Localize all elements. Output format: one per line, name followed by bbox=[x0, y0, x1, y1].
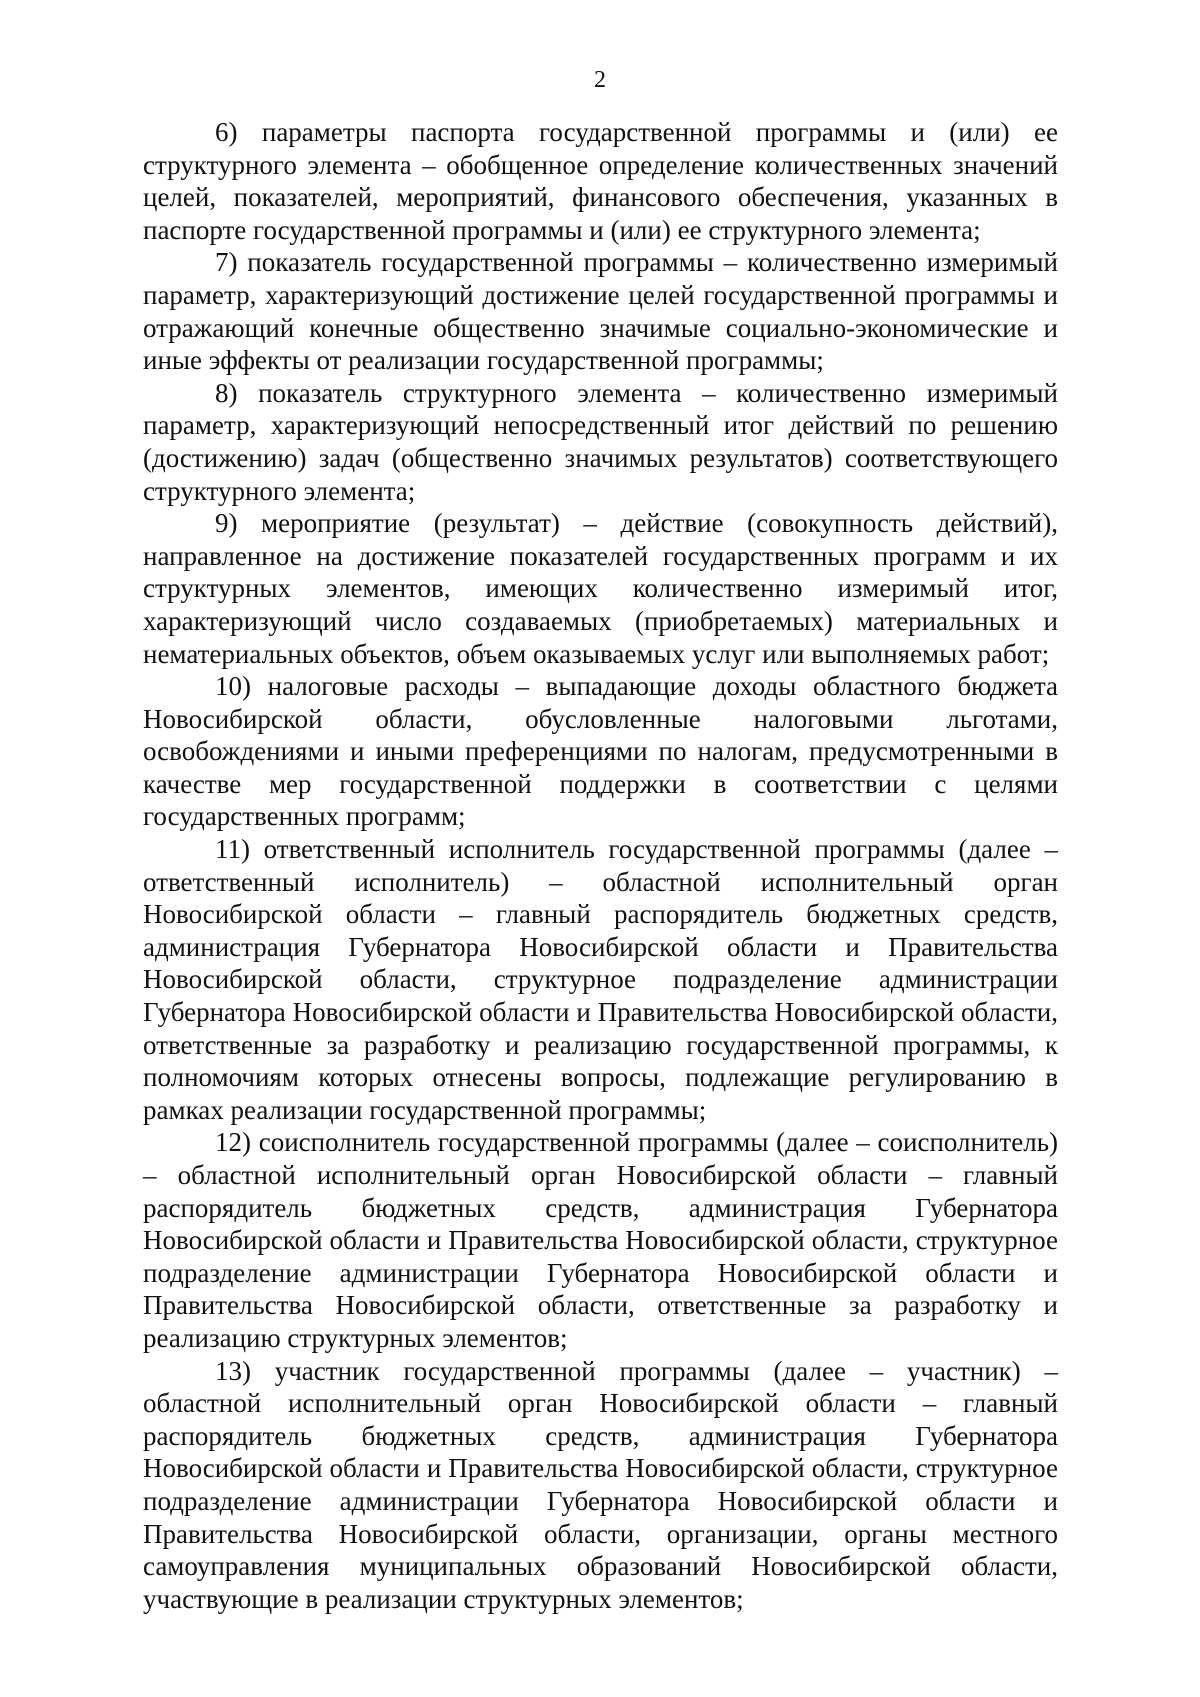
list-item-7: 7) показатель государственной программы – количественно измеримый параметр, характеризующий достижение целей государственной программы и отражающий конечные общественно значимые социально-экономические и иные эффекты от реализации государственной программы; bbox=[143, 247, 1058, 376]
document-body bbox=[143, 116, 1058, 1615]
list-item-13: 13) участник государственной программы (далее – участник) – областной исполнительный орган Новосибирской области – главный распорядитель бюджетных средств, администрация Губернатора Новосибирской области и Правительства Новосибирской области, структурное подразделение администрации Губернатора Новосибирской области и Правительства Новосибирской области, организации, органы местного самоуправления муниципальных образований Новосибирской области, участвующие в реализации структурных элементов; bbox=[143, 1355, 1058, 1614]
list-item-10: 10) налоговые расходы – выпадающие доходы областного бюджета Новосибирской области, обусловленные налоговыми льготами, освобождениями и иными преференциями по налогам, предусмотренными в качестве мер государственной поддержки в соответствии с целями государственных программ; bbox=[143, 671, 1058, 832]
list-item-8: 8) показатель структурного элемента – количественно измеримый параметр, характеризующий непосредственный итог действий по решению (достижению) задач (общественно значимых результатов) соответствующего структурного элемента; bbox=[143, 377, 1058, 506]
page-number: 2 bbox=[594, 67, 606, 93]
list-item-6: 6) параметры паспорта государственной программы и (или) ее структурного элемента – обобщенное определение количественных значений целей, показателей, мероприятий, финансового обеспечения, указанных в паспорте государственной программы и (или) ее структурного элемента; bbox=[143, 117, 1058, 245]
list-item-9: 9) мероприятие (результат) – действие (совокупность действий), направленное на достижение показателей государственных программ и их структурных элементов, имеющих количественно измеримый итог, характеризующий число создаваемых (приобретаемых) материальных и нематериальных объектов, объем оказываемых услуг или выполняемых работ; bbox=[143, 508, 1058, 669]
list-item-12: 12) соисполнитель государственной программы (далее – соисполнитель) – областной исполнительный орган Новосибирской области – главный распорядитель бюджетных средств, администрация Губернатора Новосибирской области и Правительства Новосибирской области, структурное подразделение администрации Губернатора Новосибирской области и Правительства Новосибирской области, ответственные за разработку и реализацию структурных элементов; bbox=[143, 1127, 1058, 1353]
list-item-11: 11) ответственный исполнитель государственной программы (далее – ответственный исполнитель) – областной исполнительный орган Новосибирской области – главный распорядитель бюджетных средств, администрация Губернатора Новосибирской области и Правительства Новосибирской области, структурное подразделение администрации Губернатора Новосибирской области и Правительства Новосибирской области, ответственные за разработку и реализацию государственной программы, к полномочиям которых отнесены вопросы, подлежащие регулированию в рамках реализации государственной программы; bbox=[143, 834, 1058, 1125]
